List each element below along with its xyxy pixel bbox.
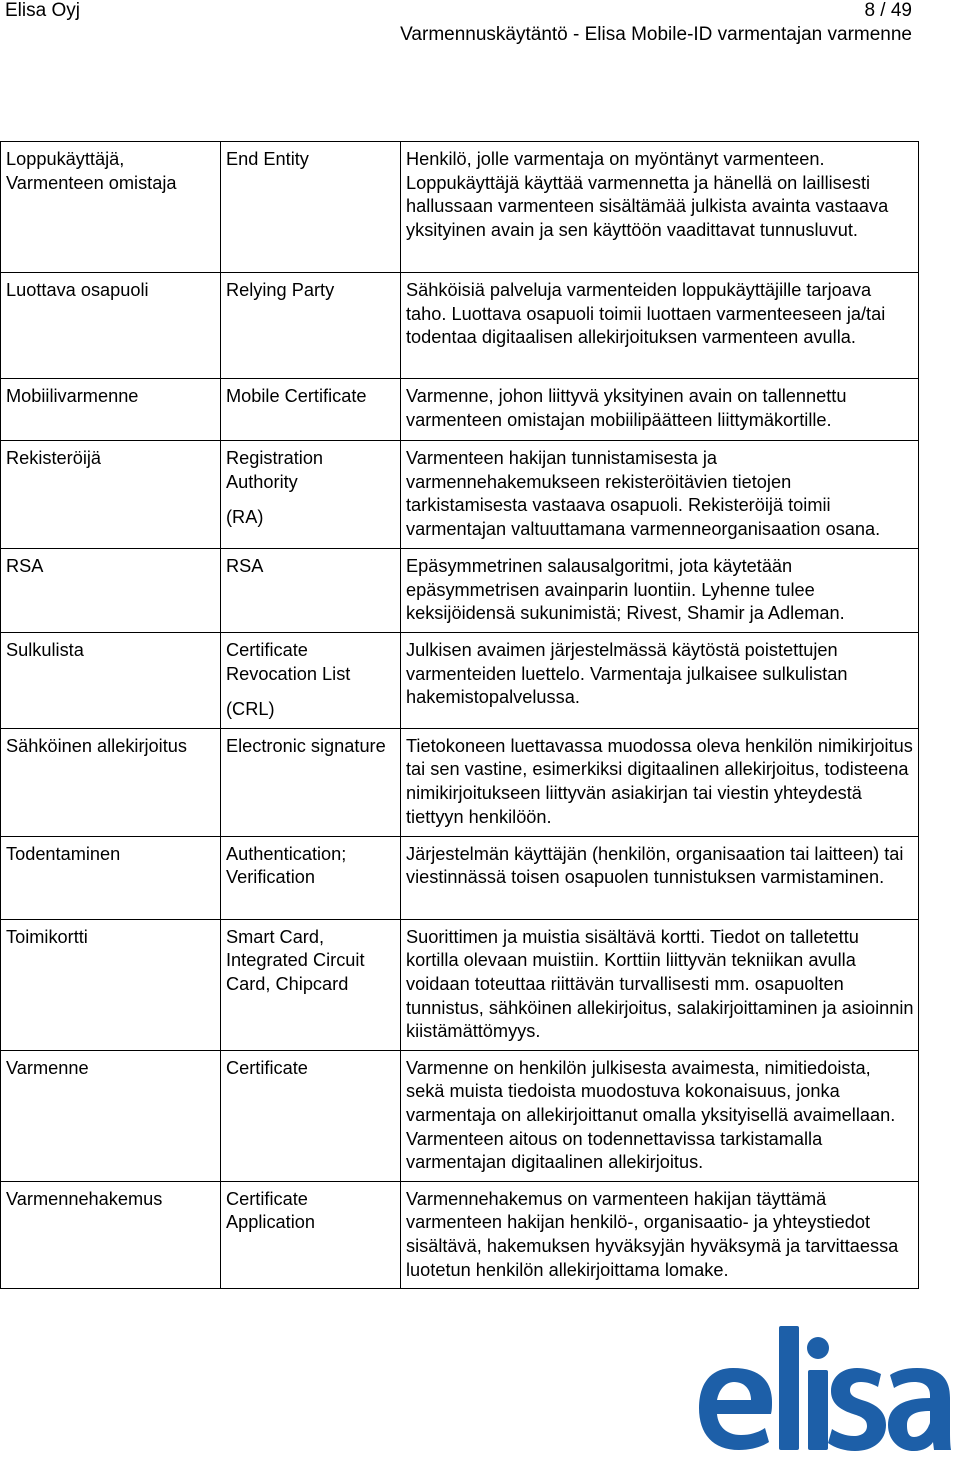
term-finnish: Sulkulista: [1, 633, 221, 729]
term-description: Julkisen avaimen järjestelmässä käytöstä poistettujen varmenteiden luettelo. Varmentaja julkaisee sulkulistan hakemistopalvelussa.: [401, 633, 919, 729]
term-finnish: Luottava osapuoli: [1, 273, 221, 379]
term-english: Certificate Application: [226, 1188, 315, 1233]
terms-table: [0, 141, 919, 1289]
table-row: [1, 142, 919, 273]
term-abbreviation: (CRL): [226, 699, 275, 720]
term-english: Certificate Revocation List: [226, 640, 351, 684]
term-english-cell: [221, 633, 401, 729]
table-row: [1, 836, 919, 919]
table-row: [1, 728, 919, 836]
term-description: Varmenne, johon liittyvä yksityinen avain on tallennettu varmenteen omistajan mobiilipäätteen liittymäkortille.: [401, 379, 919, 441]
page-number: 8 / 49: [864, 0, 912, 21]
term-english-cell: [221, 1050, 401, 1181]
table-row: [1, 1050, 919, 1181]
table-row: [1, 273, 919, 379]
term-finnish: Sähköinen allekirjoitus: [1, 728, 221, 836]
term-english-cell: [221, 441, 401, 549]
term-description: Sähköisiä palveluja varmenteiden loppukäyttäjille tarjoava taho. Luottava osapuoli toimii luottaen varmenteeseen ja/tai todentaa digitaalisen allekirjoituksen varmenteen avulla.: [401, 273, 919, 379]
term-description: Varmennehakemus on varmenteen hakijan täyttämä varmenteen hakijan henkilö-, organisaatio- ja yhteystiedot sisältävä, hakemuksen hyväksyjän hyväksymä ja tarvittaessa luotetun henkilön allekirjoittama lomake.: [401, 1181, 919, 1288]
term-description: Varmenne on henkilön julkisesta avaimesta, nimitiedoista, sekä muista tiedoista muodostuva kokonaisuus, jonka varmentaja on allekirjoittanut omalla yksityisellä avaimellaan. Varmenteen aitous on todennettavissa tarkistamalla varmentajan digitaalinen allekirjoitus.: [401, 1050, 919, 1181]
header-right: [400, 0, 912, 48]
table-row: [1, 919, 919, 1050]
term-english-cell: [221, 728, 401, 836]
term-finnish: Loppukäyttäjä, Varmenteen omistaja: [1, 142, 221, 273]
term-description: Järjestelmän käyttäjän (henkilön, organisaation tai laitteen) tai viestinnässä toisen osapuolen tunnistuksen varmistaminen.: [401, 836, 919, 919]
term-finnish: Varmennehakemus: [1, 1181, 221, 1288]
term-finnish: Toimikortti: [1, 919, 221, 1050]
term-english-cell: [221, 836, 401, 919]
term-finnish: Todentaminen: [1, 836, 221, 919]
term-english: Certificate: [226, 1057, 308, 1078]
term-english-cell: [221, 273, 401, 379]
table-row: [1, 441, 919, 549]
table-row: [1, 1181, 919, 1288]
term-description: Suorittimen ja muistia sisältävä kortti. Tiedot on talletettu kortilla olevaan muistiin. Korttiin liittyvän tekniikan avulla voidaan toteuttaa riittävän turvallisesti mm. osapuolten tunnistus, sähköinen allekirjoitus, salakirjoittaminen ja asioinnin kiistämättömyys.: [401, 919, 919, 1050]
table-row: [1, 633, 919, 729]
term-english: Authentication; Verification: [226, 843, 347, 888]
term-english: End Entity: [226, 149, 309, 169]
term-finnish: Rekisteröijä: [1, 441, 221, 549]
term-english: RSA: [226, 556, 264, 576]
document-title: Varmennuskäytäntö - Elisa Mobile-ID varmentajan varmenne: [400, 24, 912, 45]
elisa-logo-mark: [699, 1326, 951, 1451]
term-description: Varmenteen hakijan tunnistamisesta ja varmennehakemukseen rekisteröitävien tietojen tarkistamisesta vastaava osapuoli. Rekisteröijä toimii varmentajan valtuuttamana varmenneorganisaation osana.: [401, 441, 919, 549]
table-row: [1, 379, 919, 441]
term-finnish: RSA: [1, 549, 221, 633]
company-name: Elisa Oyj: [5, 0, 80, 21]
term-english-cell: [221, 1181, 401, 1288]
term-finnish: Mobiilivarmenne: [1, 379, 221, 441]
term-english-cell: [221, 379, 401, 441]
term-english-cell: [221, 549, 401, 633]
term-description: Henkilö, jolle varmentaja on myöntänyt varmenteen. Loppukäyttäjä käyttää varmennetta ja hänellä on laillisesti hallussaan varmenteen sisältämää julkista avainta vastaava yksityinen avain ja sen käyttöön vaadittavat tunnusluvut.: [401, 142, 919, 273]
term-description: Epäsymmetrinen salausalgoritmi, jota käytetään epäsymmetrisen avainparin luontiin. Lyhenne tulee keksijöidensä sukunimistä; Rivest, Shamir ja Adleman.: [401, 549, 919, 633]
term-abbreviation: (RA): [226, 507, 264, 528]
term-english: Registration Authority: [226, 448, 324, 492]
elisa-logo: [695, 1320, 960, 1463]
term-english: Mobile Certificate: [226, 386, 367, 406]
term-description: Tietokoneen luettavassa muodossa oleva henkilön nimikirjoitus tai sen vastine, esimerkiksi digitaalinen allekirjoitus, todisteena nimikirjoitukseen liittyvän asiakirjan tai viestin yhteydestä tiettyyn henkilöön.: [401, 728, 919, 836]
term-english: Electronic signature: [226, 735, 386, 756]
term-english-cell: [221, 142, 401, 273]
term-english: Relying Party: [226, 280, 335, 300]
term-finnish: Varmenne: [1, 1050, 221, 1181]
term-english-cell: [221, 919, 401, 1050]
term-english: Smart Card, Integrated Circuit Card, Chipcard: [226, 926, 365, 994]
table-row: [1, 549, 919, 633]
